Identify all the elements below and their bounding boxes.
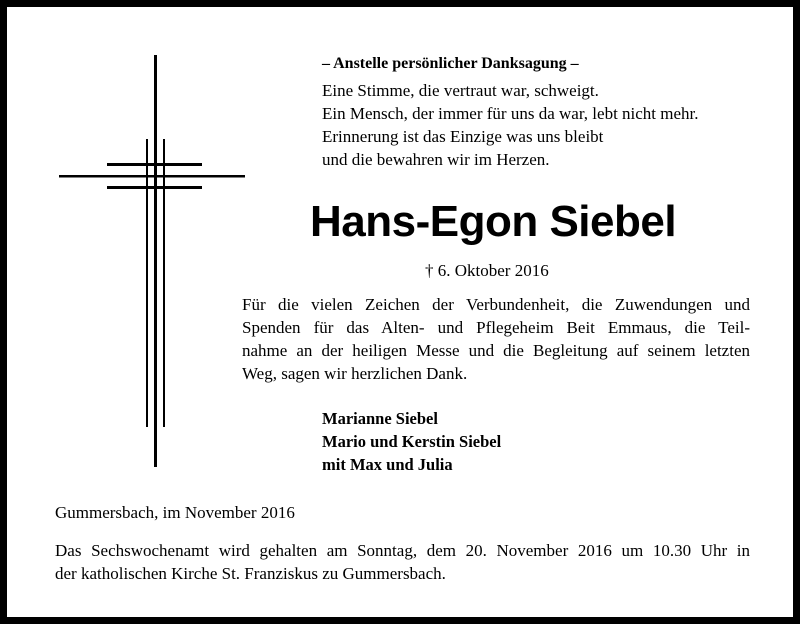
service-announcement xyxy=(55,539,750,585)
verse xyxy=(322,79,699,171)
signer: mit Max und Julia xyxy=(322,455,453,474)
thanks-line: Für die vielen Zeichen der Verbundenheit, die Zuwendungen und xyxy=(242,295,750,314)
subtitle: – Anstelle persönlicher Danksagung – xyxy=(322,55,579,72)
verse-line: Erinnerung ist das Einzige was uns bleibt xyxy=(322,127,604,146)
service-line: Das Sechswochenamt wird gehalten am Sonntag, dem 20. November 2016 um 10.30 Uhr in xyxy=(55,541,750,560)
verse-line: Ein Mensch, der immer für uns da war, lebt nicht mehr. xyxy=(322,104,699,123)
thanks-paragraph xyxy=(242,293,750,385)
death-date: † 6. Oktober 2016 xyxy=(425,261,549,280)
thanks-line: Weg, sagen wir herzlichen Dank. xyxy=(242,364,468,383)
thanks-line: Spenden für das Alten- und Pflegeheim Beit Emmaus, die Teil- xyxy=(242,318,750,337)
cross-icon xyxy=(55,51,245,471)
signer: Mario und Kerstin Siebel xyxy=(322,432,502,451)
service-line: der katholischen Kirche St. Franziskus zu Gummersbach. xyxy=(55,564,446,583)
verse-line: und die bewahren wir im Herzen. xyxy=(322,150,550,169)
place-date: Gummersbach, im November 2016 xyxy=(55,503,295,522)
signer: Marianne Siebel xyxy=(322,409,438,428)
verse-line: Eine Stimme, die vertraut war, schweigt. xyxy=(322,81,599,100)
thanks-line: nahme an der heiligen Messe und die Begleitung auf seinem letzten xyxy=(242,341,750,360)
signers xyxy=(322,407,501,476)
deceased-name: Hans-Egon Siebel xyxy=(310,197,677,246)
